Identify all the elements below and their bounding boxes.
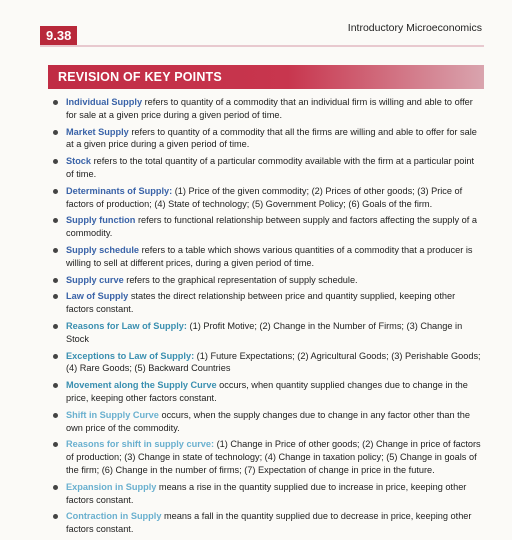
header-divider bbox=[40, 45, 484, 47]
key-term: Individual Supply bbox=[66, 97, 143, 107]
key-point-item bbox=[52, 155, 484, 181]
key-point-item bbox=[52, 185, 484, 211]
key-term: Expansion in Supply bbox=[66, 481, 157, 492]
key-point-text: (1) Profit Motive; (2) Change in the Number of Firms; (3) Change in Stock bbox=[66, 320, 463, 344]
key-point-item bbox=[52, 409, 484, 435]
section-title-banner: REVISION OF KEY POINTS bbox=[48, 65, 484, 89]
key-point-item bbox=[52, 481, 484, 507]
key-points-list bbox=[52, 96, 484, 540]
bullet-icon bbox=[53, 383, 58, 388]
bullet-icon bbox=[53, 100, 58, 105]
key-point-text: means a rise in the quantity supplied due to increase in price, keeping other factors constant. bbox=[66, 481, 467, 505]
page-number: 9.38 bbox=[40, 26, 77, 46]
key-term: Stock bbox=[66, 156, 92, 167]
key-term: Supply function bbox=[66, 215, 136, 226]
key-term: Law of Supply bbox=[66, 291, 129, 302]
key-point-text: (1) Change in Price of other goods; (2) Change in price of factors of production; (3) Change in state of technology; (4) Change in taxation policy; (5) Change in goals of the firm; (6) Change in the number of firms; (7) Expectation of change in price in the future. bbox=[66, 439, 481, 475]
bullet-icon bbox=[53, 413, 58, 418]
key-point-text: refers to the total quantity of a particular commodity available with the firm at a particular point of time. bbox=[66, 156, 475, 179]
bullet-icon bbox=[53, 324, 58, 329]
key-point-text: refers to a table which shows various quantities of a commodity that a producer is willing to sell at different prices, during a given period of time. bbox=[66, 244, 473, 268]
key-term: Shift in Supply Curve bbox=[66, 409, 159, 420]
bullet-icon bbox=[53, 248, 58, 253]
key-point-item bbox=[52, 510, 484, 536]
bullet-icon bbox=[53, 294, 58, 299]
key-point-text: refers to quantity of a commodity that an individual firm is willing and able to offer for sale at a given price during a given period of time. bbox=[66, 97, 473, 120]
key-point-text: (1) Price of the given commodity; (2) Prices of other goods; (3) Price of factors of production; (4) State of technology; (5) Government Policy; (6) Goals of the firm. bbox=[66, 185, 463, 209]
key-point-text: (1) Future Expectations; (2) Agricultural Goods; (3) Perishable Goods; (4) Rare Goods; (5) Backward Countries bbox=[66, 350, 481, 374]
key-point-item bbox=[52, 290, 484, 316]
bullet-icon bbox=[53, 189, 58, 194]
bullet-icon bbox=[53, 485, 58, 490]
bullet-icon bbox=[53, 130, 58, 135]
bullet-icon bbox=[53, 218, 58, 223]
key-point-item bbox=[52, 350, 484, 376]
key-term: Determinants of Supply: bbox=[66, 185, 173, 196]
bullet-icon bbox=[53, 354, 58, 359]
key-point-item bbox=[52, 244, 484, 270]
key-point-text: refers to the graphical representation of supply schedule. bbox=[123, 274, 358, 285]
key-point-text: states the direct relationship between price and quantity supplied, keeping other factors constant. bbox=[66, 291, 456, 315]
key-term: Contraction in Supply bbox=[66, 511, 162, 522]
key-point-item bbox=[52, 438, 484, 476]
key-point-item bbox=[52, 96, 484, 122]
key-term: Supply curve bbox=[66, 274, 124, 285]
bullet-icon bbox=[53, 278, 58, 283]
bullet-icon bbox=[53, 514, 58, 519]
key-point-text: occurs, when quantity supplied changes due to change in the price, keeping other factors constant. bbox=[66, 380, 468, 403]
key-point-item bbox=[52, 126, 484, 152]
key-point-item bbox=[52, 320, 484, 346]
key-term: Reasons for Law of Supply: bbox=[66, 320, 187, 331]
key-point-item bbox=[52, 274, 484, 287]
key-term: Movement along the Supply Curve bbox=[66, 380, 217, 391]
key-point-item bbox=[52, 379, 484, 405]
key-point-text: means a fall in the quantity supplied due to decrease in price, keeping other factors constant. bbox=[66, 511, 472, 535]
key-point-text: refers to quantity of a commodity that all the firms are willing and able to offer for sale at a given price during a given period of time. bbox=[66, 126, 477, 150]
key-term: Reasons for shift in supply curve: bbox=[66, 439, 215, 450]
bullet-icon bbox=[53, 159, 58, 164]
key-term: Exceptions to Law of Supply: bbox=[66, 350, 195, 361]
key-term: Supply schedule bbox=[66, 244, 140, 255]
key-point-item bbox=[52, 214, 484, 240]
key-point-text: occurs, when the supply changes due to change in any factor other than the own price of the commodity. bbox=[66, 409, 470, 433]
bullet-icon bbox=[53, 442, 58, 447]
key-point-text: refers to functional relationship between supply and factors affecting the supply of a commodity. bbox=[66, 215, 477, 239]
key-term: Market Supply bbox=[66, 126, 129, 137]
running-head: Introductory Microeconomics bbox=[347, 22, 482, 34]
